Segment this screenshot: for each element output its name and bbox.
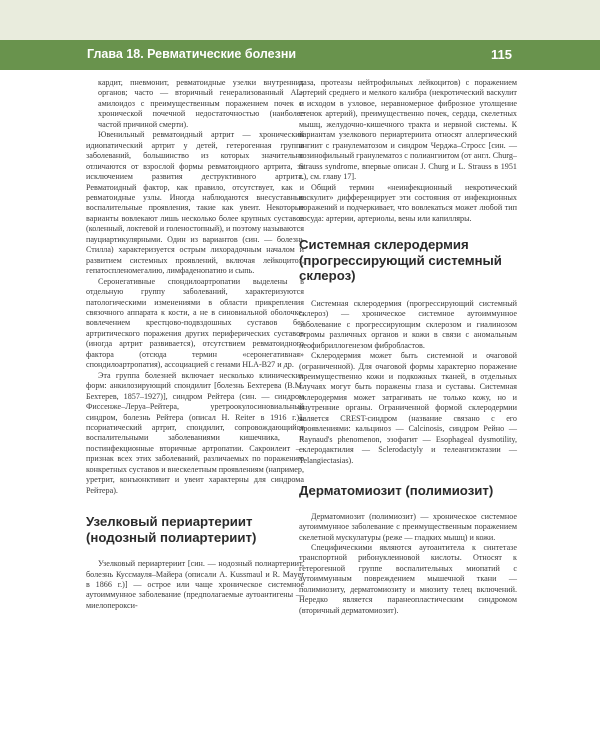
- right-column: [299, 78, 517, 616]
- section-heading: Дерматомиозит (полимиозит): [299, 483, 494, 499]
- paragraph: Системная склеродермия (прогрессирующий системный склероз) — хроническое системное аутоиммунное заболевание с прогрессирующим склерозом и гиалинозом стромы различных органов и кожи в связи с аномальным неофибриллогенезом фибробластов.: [299, 298, 517, 350]
- page-number: 115: [491, 47, 512, 62]
- paragraph: Склеродермия может быть системной и очаговой (ограниченной). Для очаговой формы характерно поражение преимущественно кожи и подкожных тканей, в отдельных случаях могут быть поражены глаза и суставы. Системная склеродермия может затрагивать не только кожу, но и внутренние органы. Ограниченной формой склеродермии является CREST-синдром (название связано с его проявлениями: кальциноз — Calcinosis, синдром Рейно — Raynaud's phenomenon, эзофагит — Esophageal dysmotility, склеродактилия — Sclerodactyly и телеангиэктазии — Telangiectasias).: [299, 351, 517, 465]
- chapter-title: Глава 18. Ревматические болезни: [87, 47, 297, 61]
- paragraph: кардит, пневмонит, ревматоидные узелки внутренних органов; часто — вторичный генерализованный AL-амилоидоз с преимущественным поражением почек и хронической почечной недостаточностью (наиболее частой причиной смерти).: [98, 78, 304, 129]
- section-heading: Системная склеродермия (прогрессирующий системный склероз): [299, 237, 502, 284]
- paragraph: Общий термин «неинфекционный некротический васкулит» дифференцирует эти состояния от инфекционных поражений и подчеркивает, что вовлекаться может любой тип сосуда: артерии, артериолы, вены или капилляры.: [299, 182, 517, 223]
- paragraph: Дерматомиозит (полимиозит) — хроническое системное аутоиммунное заболевание с преимущественным поражением скелетной мускулатуры (реже — гладких мышц) и кожи.: [299, 511, 517, 542]
- paragraph: Специфическими являются аутоантитела к синтетазе транспортной рибонуклеиновой кислоты. Относят к гетерогенной группе воспалительных миопатий с аутоиммунным повреждением мышечной ткани — полимиозиту, дерматомиозиту и миозиту телец включений. Нередко является паранеопластическим синдромом (вторичный дерматомиозит).: [299, 542, 517, 615]
- paragraph: Эта группа болезней включает несколько клинических форм: анкилозирующий спондилит [болезнь Бехтерева (В.М. Бехтерев, 1857–1927)], синдром Рейтера (син. — синдром Фиссенже–Леруа–Рейтера, уретроокулосиновиальный синдром, болезнь Рейтера (описал H. Reiter в 1916 г.)], псориатический артрит, спондилит, сопровождающийся воспалительными заболеваниями кишечника, и постинфекционные вторичные артропатии. Сакроилеит — признак всех этих заболеваний, различаемых по поражению конкретных суставов и внескелетным проявлениям (например, уретрит, конъюнктивит и увеит характерны для синдрома Рейтера).: [86, 370, 304, 495]
- running-header: [0, 40, 600, 70]
- paragraph: Ювенильный ревматоидный артрит — хронический идиопатический артрит у детей, гетерогенная группа заболеваний, большинство из которых значительно отличаются от взрослой формы ревматоидного артрита, за исключением развития деструктивного артрита. Ревматоидный фактор, как правило, отсутствует, как и ревматоидные узлы. Иногда наблюдаются внесуставные воспалительные проявления, такие как увеит. Некоторые варианты вовлекают лишь несколько более крупных суставов (коленный, локтевой и голеностопный), и поэтому называются пауциартикулярными. Один из вариантов (син. — болезнь Стилла) характеризуется острым лихорадочным началом и развитием системных проявлений, включая лейкоцитоз, гепатоспленомегалию, лимфаденопатию и сыпь.: [86, 130, 304, 276]
- paragraph: Узелковый периартериит [син. — нодозный полиартериит, болезнь Куссмауля–Майера (описали A. Kussmaul и R. Mayer в 1866 г.)] — острое или чаще хроническое системное аутоиммунное заболевание (предполагаемые аутоантигены — миелоперокси-: [86, 559, 304, 610]
- section-heading: Узелковый периартериит (нодозный полиартериит): [86, 514, 257, 545]
- top-margin-band: [0, 0, 600, 40]
- paragraph: Серонегативные спондилоартропатии выделены в отдельную группу заболеваний, характеризуются патологическими изменениями в области прикрепления связочного аппарата к кости, а не в синовиальной оболочке, вовлечением крестцово-подвздошных суставов без артритического поражения других периферических суставов (иногда артрит развивается), отсутствием ревматоидного фактора (отсюда термин «серонегативная» спондилоартропатия), ассоциацией с генами HLA-B27 и др.: [86, 276, 304, 370]
- paragraph: даза, протеазы нейтрофильных лейкоцитов) с поражением артерий среднего и мелкого калибра (некротический васкулит с исходом в узловое, неравномерное фиброзное утолщение стенок артерий), преимущественно почек, сердца, скелетных мышц, желудочно-кишечного тракта и нервной системы. К вариантам узелкового периартериита относят аллергический ангиит с гранулематозом и синдром Черджа–Стросс [син. — эозинофильный гранулематоз с полиангиитом (от англ. Churg–Strauss syndrome, впервые описан J. Churg и L. Strauss в 1951 г.), см. главу 17].: [299, 78, 517, 182]
- left-column: [86, 78, 304, 611]
